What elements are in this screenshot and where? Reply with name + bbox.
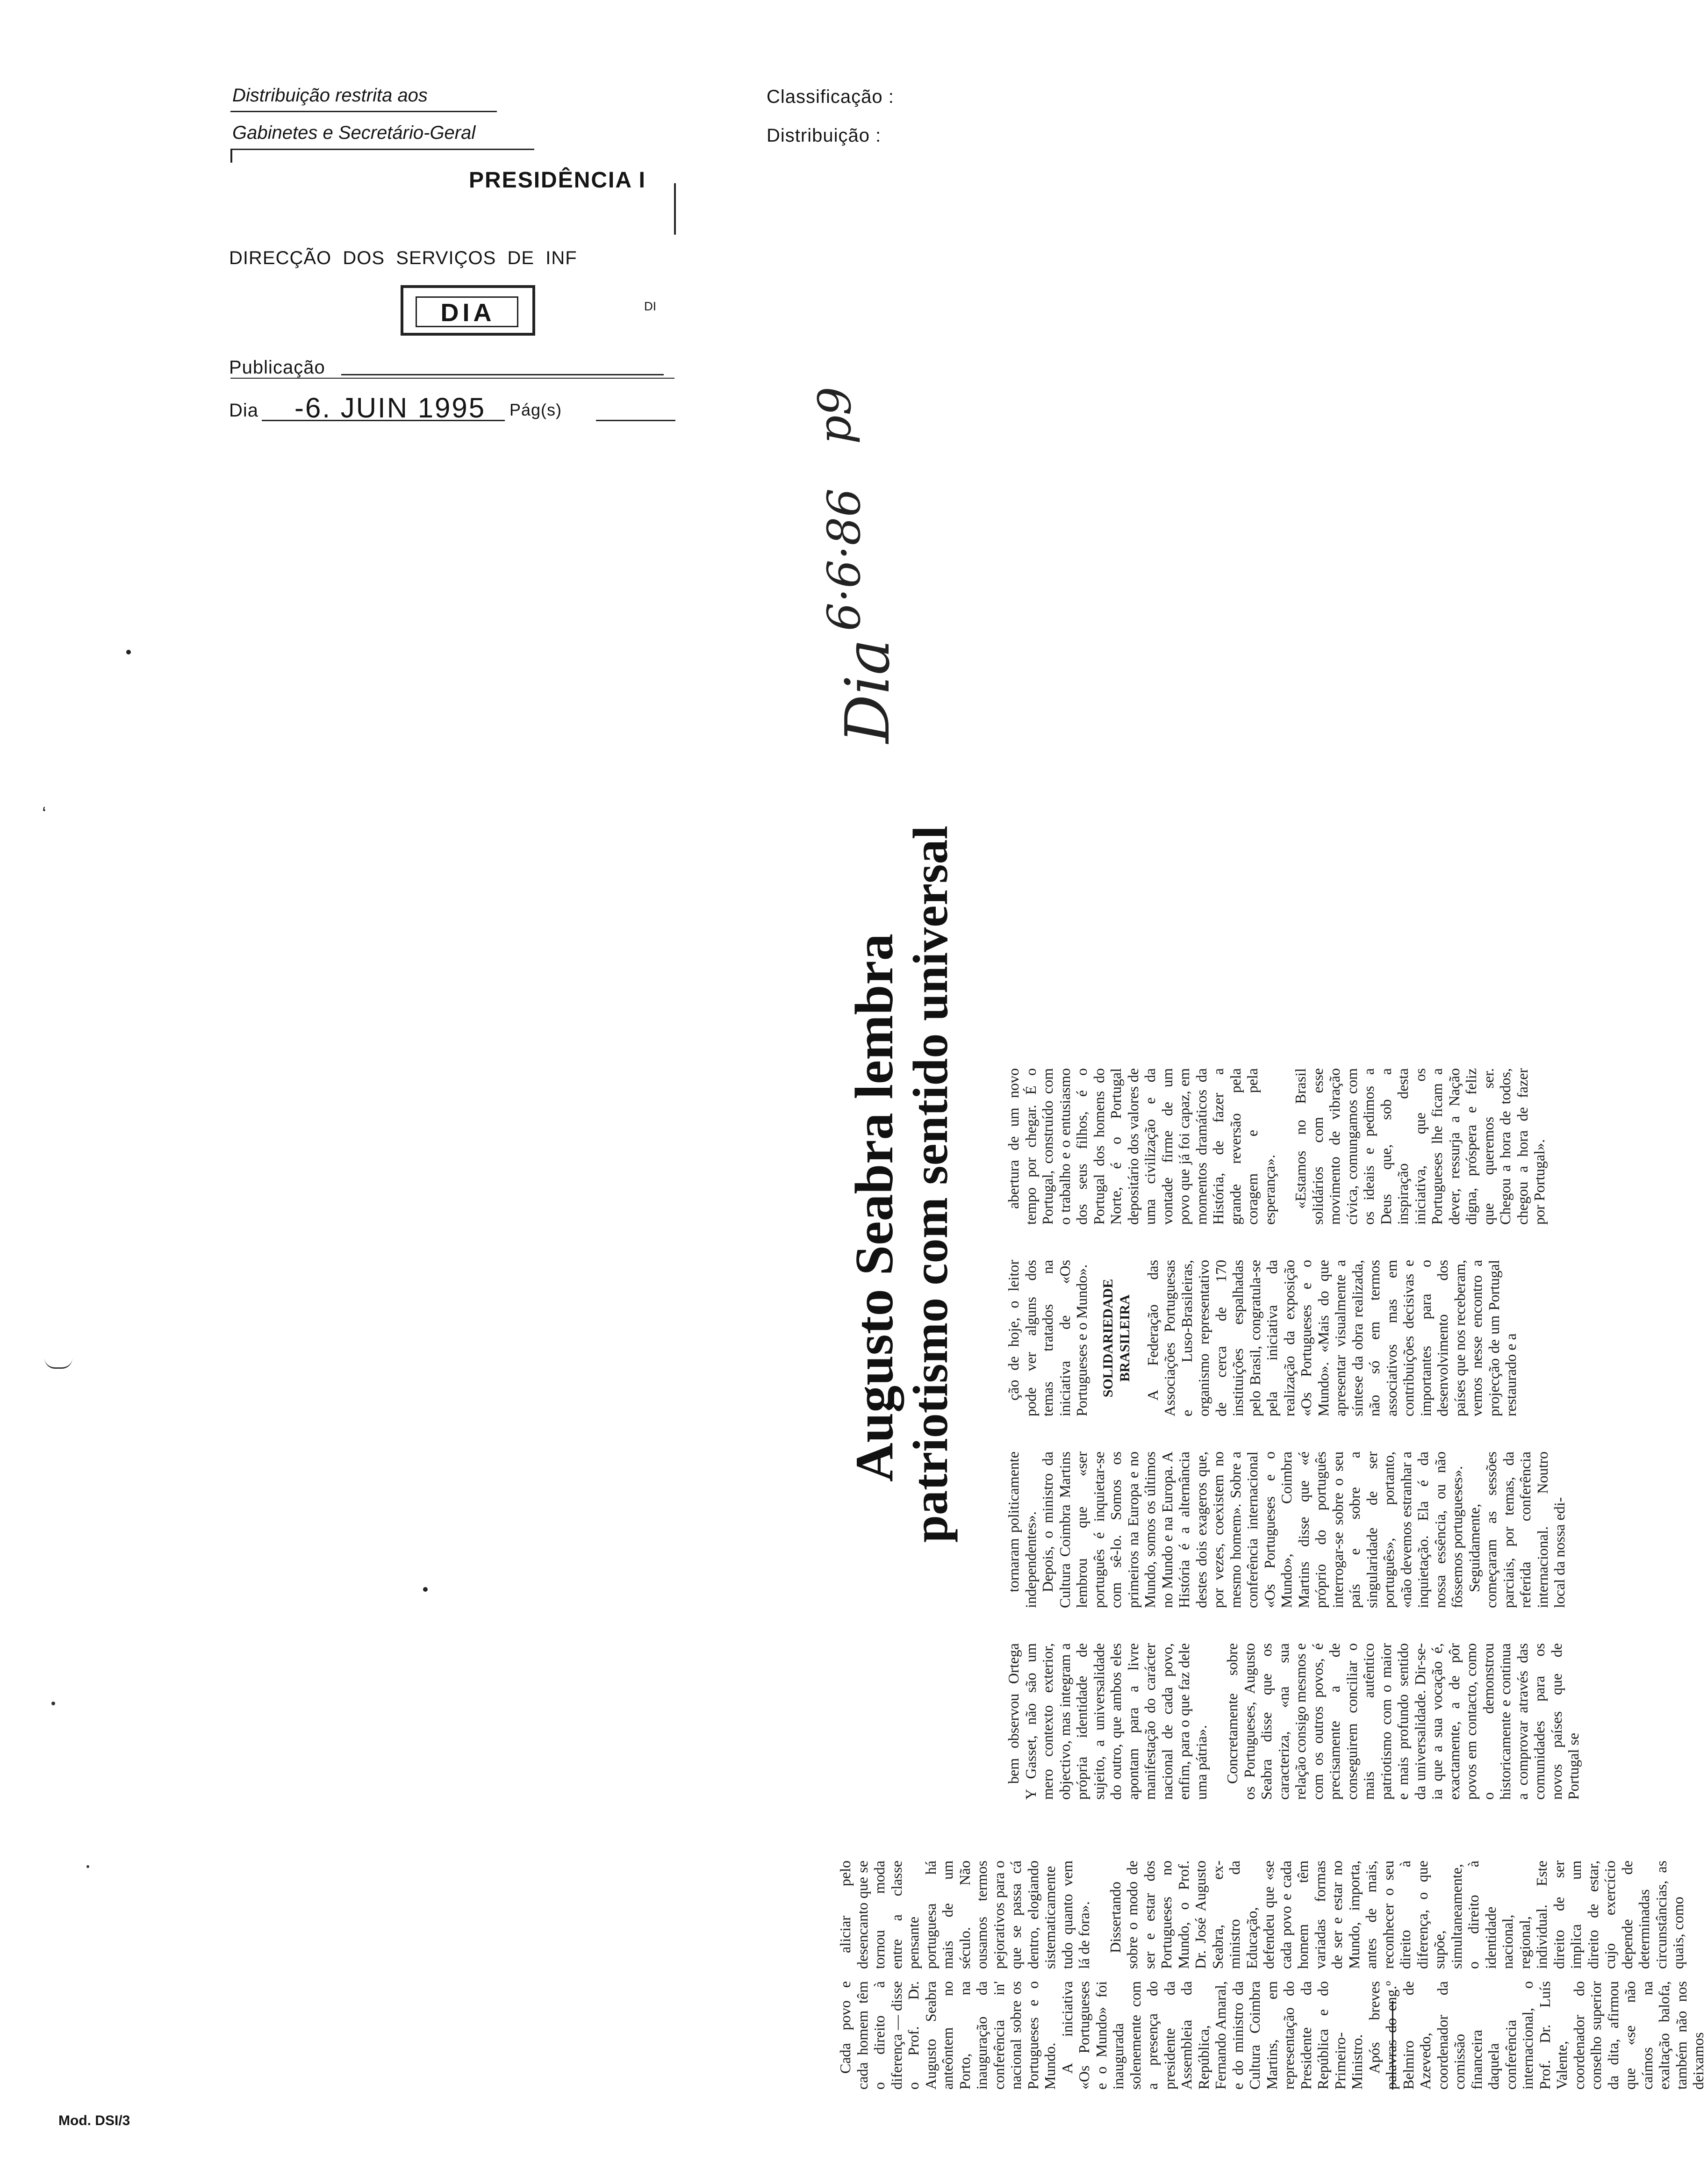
form-code: Mod. DSI/3 — [58, 2113, 130, 2128]
distribuicao-label: Distribuição : — [767, 125, 882, 146]
article-column-3 — [1005, 1643, 1582, 1800]
distribution-line-2: Gabinetes e Secretário-Geral — [232, 122, 476, 143]
scan-speck — [126, 650, 131, 654]
dia-underline — [262, 420, 505, 421]
dia-date-value: -6. JUIN 1995 — [294, 392, 486, 424]
headline-line-1: Augusto Seabra lembra — [845, 934, 904, 1482]
handwritten-source: Dia — [832, 639, 903, 743]
gabinetes-corner-mark — [230, 149, 232, 163]
column-6-paragraph: «Estamos no Brasil solidários com esse movimento de vibração cívica, comungamos com os ideais e pedimos a Deus que, sob a inspiração desta iniciativa, que os Portugueses lhe ficam a dever, ressurja a Nação digna, próspera e feliz que queremos ser. Chegou a hora de todos, chegou a hora de fazer por Portugal». — [1292, 1068, 1548, 1225]
article-column-5 — [1005, 1260, 1538, 1416]
distribution-line-1: Distribuição restrita aos — [232, 85, 428, 106]
scan-speck — [51, 1702, 55, 1705]
dia-stamp: DIA — [440, 299, 495, 327]
article-column-6 — [1005, 1068, 1548, 1225]
scan-mark: ʻ — [42, 804, 46, 825]
column-4-paragraph: tornaram politicamente independentes». — [1005, 1451, 1039, 1608]
dia-stamp-box — [401, 285, 535, 336]
direccao-label: DIRECÇÃO DOS SERVIÇOS DE INF — [229, 248, 577, 268]
scan-curve — [44, 1358, 72, 1369]
publicacao-underline — [341, 374, 664, 375]
column-2-paragraph: aliciar pelo desencanto que se tornou moda entre a classe pensante portuguesa há mais de um século. Não ousamos termos pejorativos para o que se passa cá dentro, elogiando sistematicamente tudo quanto vem lá de fora». — [837, 1861, 1092, 1969]
column-4-paragraph: Depois, o ministro da Cultura Coimbra Martins lembrou que «ser português é inquietar-se com sê-lo. Somos os primeiros na Europa e no Mundo, somos os últimos no Mundo e na Europa. A História é a alternância destes dois exageros que, por vezes, coexistem no mesmo homem». Sobre a conferência internacional «Os Portugueses e o Mundo», Coimbra Martins disse que «é próprio do português interrogar-se sobre o seu país e sobre a singularidade de ser português», portanto, «não devemos estranhar a inquietação. Ela é da nossa essência, ou não fôssemos portugueses». — [1039, 1451, 1465, 1608]
presidencia-heading: PRESIDÊNCIA I — [469, 168, 646, 193]
headline-line-2: patriotismo com sentido universal — [903, 826, 958, 1543]
article-column-4 — [1005, 1451, 1568, 1608]
distribution-underline-2 — [230, 149, 534, 150]
distribution-underline-1 — [230, 111, 497, 112]
column-1-paragraph: Após breves palavras do eng.º Belmiro de Azevedo, coordenador da comissão financeira daquela conferência internacional, o Prof. Dr. Luís Valente, coordenador do conselho superior da dita, afirmou que «se não caímos na exaltação balofa, também não nos deixamos — [1365, 1981, 1707, 2090]
column-4-paragraph: Seguidamente, começaram as sessões parciais, por temas, da referida conferência internacional. Noutro local da nossa edi- — [1465, 1451, 1568, 1608]
subheading-solidariedade: SOLIDARIEDADE BRASILEIRA — [1100, 1279, 1133, 1398]
column-5-paragraph: ção de hoje, o leitor pode ver alguns dos temas tratados na iniciativa de «Os Portugueses e o Mundo». — [1005, 1260, 1090, 1416]
pag-underline — [596, 420, 675, 421]
handwritten-date: 6·6·86 — [818, 488, 870, 631]
classificacao-label: Classificação : — [767, 86, 894, 107]
scan-speck — [86, 1865, 89, 1868]
direccao-cut-text: DI — [644, 299, 656, 313]
handwritten-page: p9 — [809, 387, 861, 444]
column-1-paragraph: Cada povo e cada homem têm o direito à diferença — disse o Prof. Dr. Augusto Seabra anteôntem no Porto, na inauguração da conferência in' nacional sobre os Portugueses e o Mundo. — [837, 1981, 1058, 2090]
column-3-paragraph: bem observou Ortega Y Gasset, não são um mero contexto exterior, objectivo, mas integram a própria identidade de sujeito, a universalidade do outro, que ambos eles apontam para a livre manifestação do carácter nacional de cada povo, enfim, para o que faz dele uma pátria». — [1005, 1643, 1210, 1800]
publicacao-rule — [230, 378, 674, 379]
pag-label: Pág(s) — [509, 400, 562, 419]
column-3-paragraph: Concretamente sobre os Portugueses, Augusto Seabra disse que os caracteriza, «na sua relação consigo mesmos e com os outros povos, é precisamente a de conseguirem conciliar o mais autêntico patriotismo com o maior e mais profundo sentido da universalidade. Dir-se-ia que a sua vocação é, exactamente, a de pôr povos em contacto, como o demonstrou historicamente e continua a comprovar através das comunidades para os novos países que de Portugal se — [1224, 1643, 1582, 1800]
column-6-paragraph: abertura de um novo tempo por chegar. É o Portugal, construído com o trabalho e o entusiasmo dos seus filhos, é o Portugal dos homens do Norte, é o Portugal depositário dos valores de uma civilização e da vontade firme de um povo que já foi capaz, em momentos dramáticos da História, de fazer a grande reversão pela coragem e pela esperança». — [1005, 1068, 1278, 1225]
dia-label: Dia — [229, 400, 259, 421]
column-2-paragraph: Dissertando sobre o modo de ser e estar dos Portugueses no Mundo, o Prof. Dr. José Augusto Seabra, ex-ministro da Educação, defendeu que «se cada povo e cada homem têm variadas formas de ser e estar no Mundo, importa, antes de mais, reconhecer o seu direito à diferença, o que supõe, simultaneamente, o direito à identidade nacional, regional, individual. Este direito de ser implica um direito de estar, cujo exercício depende de determinadas circunstâncias, as quais, como — [1106, 1861, 1686, 1969]
column-5-paragraph: A Federação das Associações Portuguesas e Luso-Brasileiras, organismo representativo de cerca de 170 instituições espalhadas pelo Brasil, congratula-se pela iniciativa da realização da exposição «Os Portugueses e o Mundo». «Mais do que apresentar visualmente a síntese da obra realizada, não só em termos associativos mas em contribuições decisivas e importantes para o desenvolvimento dos países que nos receberam, vemos nesse encontro a projecção de um Portugal restaurado e a — [1144, 1260, 1519, 1416]
article-column-2 — [837, 1861, 1686, 1969]
column-1-paragraph: A iniciativa «Os Portugueses e o Mundo» foi inaugurada solenemente com a presença do presidente da Assembleia da República, Fernando Amaral, e do ministro da Cultura Coimbra Martins, em representação do Presidente da República e do Primeiro-Ministro. — [1058, 1981, 1365, 2090]
header-vertical-rule — [674, 183, 676, 235]
article-column-1 — [837, 1981, 1707, 2090]
scan-speck — [423, 1587, 428, 1592]
publicacao-label: Publicação — [229, 357, 325, 378]
